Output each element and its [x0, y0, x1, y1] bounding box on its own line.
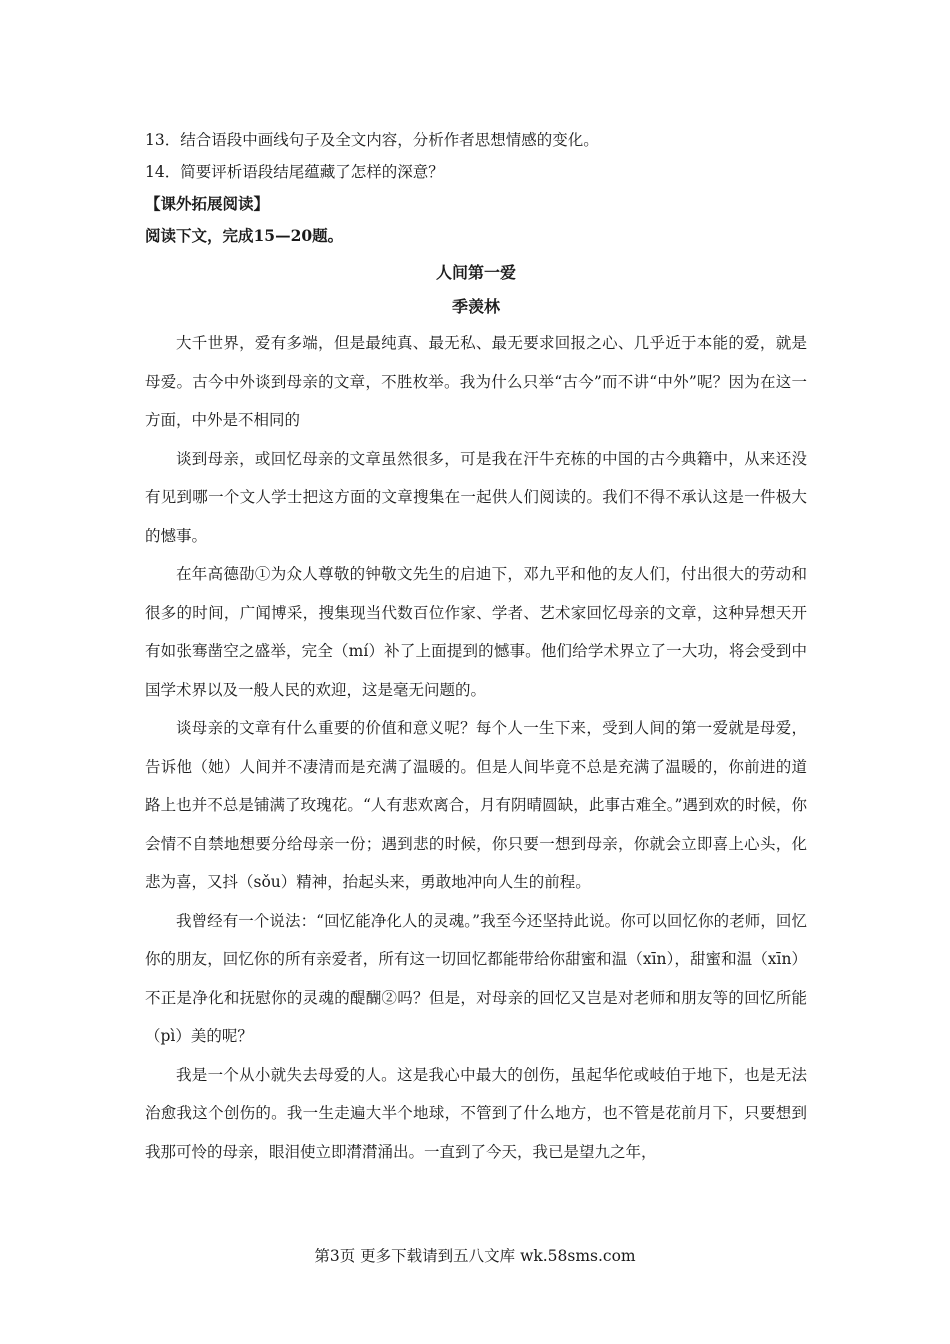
paragraph-4: 谈母亲的文章有什么重要的价值和意义呢？每个人一生下来，受到人间的第一爱就是母爱，告诉他（她）人间并不凄清而是充满了温暖的。但是人间毕竟不总是充满了温暖的，你前进的道路上也并不总是铺满了玫瑰花。“人有悲欢离合，月有阴晴圆缺，此事古难全。”遇到欢的时候，你会情不自禁地想要分给母亲一份；遇到悲的时候，你只要一想到母亲，你就会立即喜上心头，化悲为喜，又抖（sǒu）精神，抬起头来，勇敢地冲向人生的前程。 — [145, 719, 807, 891]
paragraph-2: 谈到母亲，或回忆母亲的文章虽然很多，可是我在汗牛充栋的中国的古今典籍中，从来还没有见到哪一个文人学士把这方面的文章搜集在一起供人们阅读的。我们不得不承认这是一件极大的憾事。 — [145, 449, 807, 545]
paragraph-3: 在年高德劭①为众人尊敬的钟敬文先生的启迪下，邓九平和他的友人们，付出很大的劳动和很多的时间，广闻博采，搜集现当代数百位作家、学者、艺术家回忆母亲的文章，这种异想天开有如张骞凿空之盛举，完全（mí）补了上面提到的憾事。他们给学术界立了一大功，将会受到中国学术界以及一般人民的欢迎，这是毫无问题的。 — [145, 565, 807, 699]
paragraph-5: 我曾经有一个说法：“回忆能净化人的灵魂。”我至今还坚持此说。你可以回忆你的老师，回忆你的朋友，回忆你的所有亲爱者，所有这一切回忆都能带给你甜蜜和温（xīn），甜蜜和温（xīn）不正是净化和抚慰你的灵魂的醍醐②吗？但是，对母亲的回忆又岂是对老师和朋友等的回忆所能（pì）美的呢？ — [145, 911, 807, 1045]
question-13: 13．结合语段中画线句子及全文内容，分析作者思想情感的变化。 — [145, 131, 599, 149]
article-author: 季羡林 — [451, 297, 500, 316]
paragraph-1: 大千世界，爱有多端，但是最纯真、最无私、最无要求回报之心、几乎近于本能的爱，就是母爱。古今中外谈到母亲的文章，不胜枚举。我为什么只举“古今”而不讲“中外”呢？因为在这一方面，中外是不相同的 — [145, 334, 807, 429]
question-14: 14．简要评析语段结尾蕴藏了怎样的深意？ — [145, 163, 444, 181]
reading-instruction: 阅读下文，完成15—20题。 — [145, 226, 344, 245]
section-heading: 【课外拓展阅读】 — [145, 194, 270, 213]
paragraph-6: 我是一个从小就失去母爱的人。这是我心中最大的创伤，虽起华佗或岐伯于地下，也是无法治愈我这个创伤的。我一生走遍大半个地球，不管到了什么地方，也不管是花前月下，只要想到我那可怜的母亲，眼泪使立即潸潸涌出。一直到了今天，我已是望九之年， — [145, 1065, 807, 1161]
article-title: 人间第一爱 — [435, 263, 516, 282]
page-footer: 第3页 更多下载请到五八文库 wk.58sms.com — [314, 1247, 636, 1265]
document-body — [145, 124, 807, 1171]
